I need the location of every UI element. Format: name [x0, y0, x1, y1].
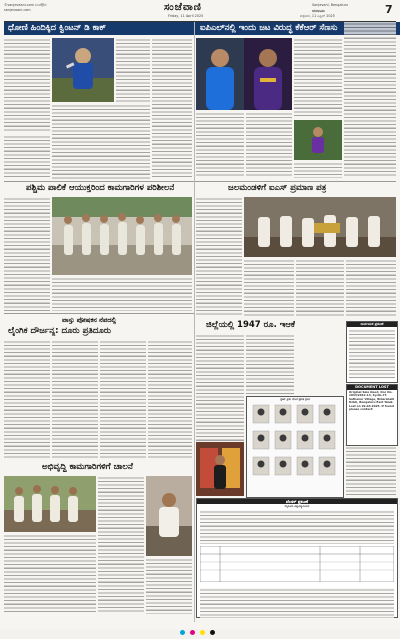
district-text-col1 — [196, 334, 244, 442]
ipl-text-col4 — [246, 112, 292, 178]
cricket-text-col1 — [4, 38, 50, 133]
ward-text-col2 — [52, 277, 192, 311]
water-text-col1 — [196, 197, 242, 317]
dev-headline: ಅಭಿವೃದ್ಧಿ ಕಾಮಗಾರಿಗಳಿಗೆ ಚಾಲನೆ — [42, 462, 133, 472]
ipl-text-col1 — [294, 38, 342, 118]
edition-line: ಶುಕ್ರವಾರ, 11 ಏಪ್ರಿಲ್ 2025 — [300, 14, 335, 18]
water-text-col2 — [244, 259, 294, 317]
cricket-text-col4 — [4, 135, 50, 179]
column-rule-center — [194, 22, 195, 622]
students-grid — [246, 396, 344, 498]
cricket-headline: ಧೋಣಿ ಹಿಂದಿಕ್ಕಿದ ಕ್ವಿಂಟನ್ ಡಿ ಕಾಕ್ — [4, 22, 196, 35]
dev-text-col2 — [4, 534, 96, 614]
registration-marks — [180, 620, 215, 639]
district-headline: ಜಿಲ್ಲೆಯಲ್ಲಿ 1947 ರೂ. ಇಆಕೆ — [206, 320, 296, 330]
dev-text-col1 — [98, 476, 144, 614]
fraud-text-col3 — [100, 340, 146, 458]
ward-text-col1 — [4, 197, 50, 311]
tender-table — [200, 546, 394, 582]
ipl-headline: ಐಪಿಎಲ್‌ನಲ್ಲಿ ಇಂದು ಜಟ ವಿರುದ್ಧ ಕೆಕೆಆರ್ ಸೆಣಸು — [196, 22, 400, 35]
property-notice-title: ಸಾರ್ವಜನಿಕ ಪ್ರಕಟಣೆ — [347, 322, 397, 327]
ipl-text-col3 — [196, 112, 244, 178]
ward-headline: ಪಶ್ಚಿಮ ಪಾಲಿಕೆ ಆಯುಕ್ತರಿಂದ ಕಾಮಗಾರಿಗಳ ಪರಿಶೀಲನೆ — [26, 183, 175, 193]
fraud-text-col2 — [52, 340, 98, 458]
ipl-text-col5 — [294, 162, 342, 178]
city-line: Sanjevani, Bengaluru — [312, 3, 349, 7]
district-text-col2 — [246, 334, 294, 394]
cricket-text-col2 — [116, 38, 150, 102]
vastu-headline: ವಾಸ್ತು ಪೋಷಕನ ನೆಪದಲ್ಲಿ — [62, 316, 117, 324]
document-lost-body: Original Sale Deed, Doc No. 1843/2012-13, Sy.No.73 Sathanur Village, Bidarahalli Hobli, Bengaluru East Taluk. Lost on 29-03-2025. If found please contact: — [349, 390, 395, 412]
students-photos — [247, 401, 343, 493]
masthead: ಸಂಜೆವಾಣಿ — [164, 2, 202, 13]
ward-inspection-photo — [52, 197, 192, 275]
property-notice-ad — [346, 321, 398, 383]
section-rule-2 — [4, 313, 194, 314]
ipl-players-photo — [196, 38, 292, 110]
dev-text-col3 — [146, 558, 192, 614]
edition-name: ಬೆಂಗಳೂರು — [312, 9, 325, 13]
fraud-headline: ಲೈಂಗಿಕ ದೌರ್ಜನ್ಯ: ದೂರು ಪ್ರತಿದೂರು — [8, 326, 112, 336]
ipl-text-col2 — [344, 22, 396, 177]
water-ceremony-photo — [244, 197, 396, 257]
classifieds-text — [346, 446, 396, 496]
tender-org: ಮೈಸೂರು ವಿಶ್ವವಿದ್ಯಾನಿಲಯ — [284, 504, 310, 508]
fraud-text-col4 — [148, 340, 192, 458]
dev-works-photo — [4, 476, 96, 532]
water-headline: ಜಲಮಂಡಳಿಗೆ ಐಎಸ್ ಪ್ರಮಾಣ ಪತ್ರ — [228, 183, 327, 193]
site-credit: ©sanjevaani.com ಸಂಜೆ@ಣಿ — [4, 3, 47, 7]
site-url[interactable]: sanjevaani.com — [4, 8, 31, 12]
fraud-text-col1 — [4, 340, 50, 458]
dev-official-photo — [146, 476, 192, 556]
ipl-action-photo — [294, 120, 342, 160]
tender-notice-ad — [196, 498, 398, 618]
section-rule-1 — [4, 181, 396, 182]
students-grid-title: ಸ್ಟೇಟ್ ಕ್ರಿಯೆ ಮೇಲೆ ಪ್ರೇರಕ ಶ್ರೇಣಿ — [280, 397, 310, 401]
water-text-col4 — [346, 259, 396, 317]
cricket-text-col5 — [152, 38, 192, 179]
cricket-text-col3 — [52, 104, 150, 179]
water-text-col3 — [296, 259, 344, 317]
issue-date: Friday, 11 April 2025 — [168, 14, 204, 18]
document-lost-ad — [346, 384, 398, 446]
document-lost-title: DOCUMENT LOST — [347, 385, 397, 390]
tender-title: ಟೆಂಡರ್ ಪ್ರಕಟಣೆ — [197, 499, 397, 504]
page-number: 7 — [385, 3, 393, 16]
cricket-player-photo — [52, 38, 114, 102]
exhibition-photo — [196, 442, 244, 496]
